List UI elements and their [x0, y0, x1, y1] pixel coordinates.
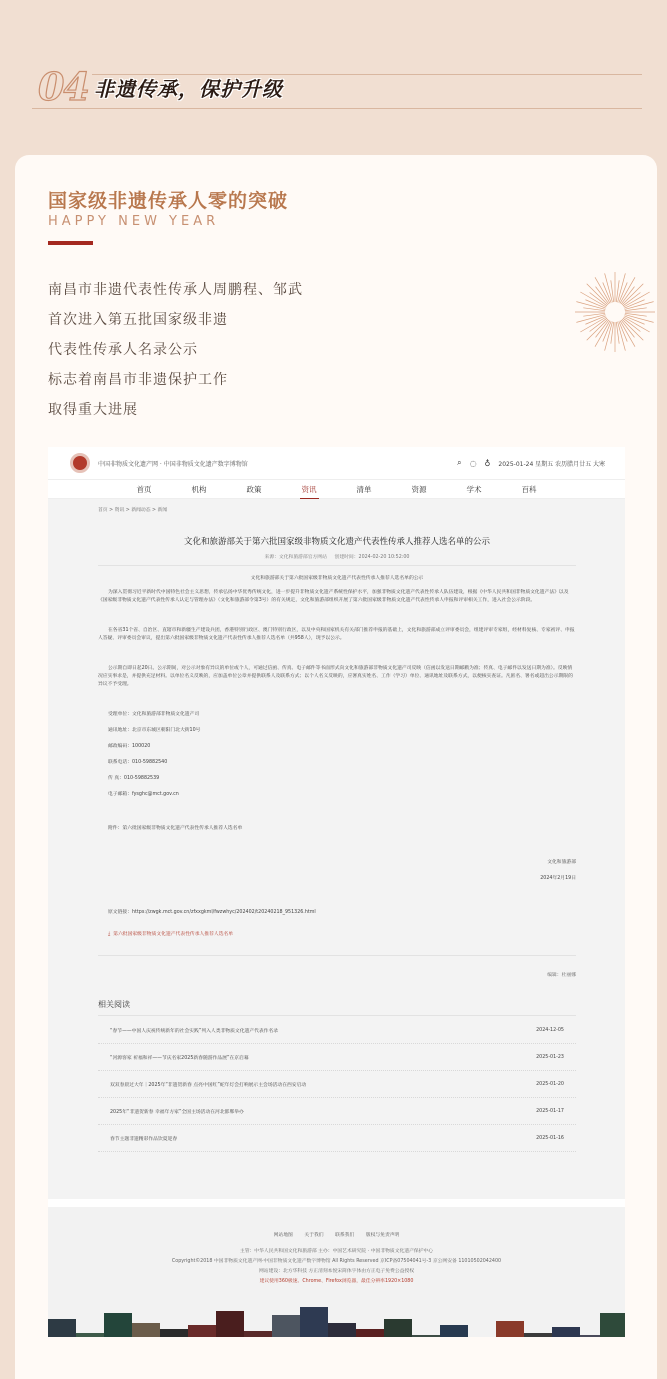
footer-line: 建议使用360极速、Chrome、Firefox浏览器，最佳分辨率1920×1080 — [259, 1279, 414, 1284]
card-subtitle: HAPPY NEW YEAR — [48, 214, 220, 229]
article — [98, 519, 576, 1179]
related-item[interactable] — [98, 1017, 576, 1044]
related-title: 相关阅读 — [98, 1000, 130, 1009]
content-card — [15, 155, 657, 1379]
body-line: 取得重大进展 — [48, 402, 138, 418]
header-tools — [457, 458, 605, 468]
breadcrumb[interactable]: 首页 > 资讯 > 新闻动态 > 新闻 — [98, 508, 168, 513]
article-meta — [98, 553, 576, 560]
related-item-date: 2025-01-17 — [536, 1108, 564, 1114]
nav-item-active[interactable]: 资讯 — [301, 484, 317, 494]
footer-line: 主管：中华人民共和国文化和旅游部 主办：中国艺术研究院 · 中国非物质文化遗产保护中心 — [239, 1249, 434, 1254]
article-paragraph: 为深入贯彻习近平新时代中国特色社会主义思想，传承弘扬中华优秀传统文化，进一步提升非物质文化遗产系统性保护水平，加强非物质文化遗产代表性传承人队伍建设，根据《中华人民共和国非物质文化遗产法》以及《国家级非物质文化遗产代表性传承人认定与管理办法》（文化和旅游部令第3号）的有关规定，文化和旅游部组织开展了第六批国家级非物质文化遗产代表性传承人申报和评审相关工作，进入社会公示阶段。 — [98, 590, 569, 603]
sign-date: 2024年2月19日 — [540, 876, 576, 881]
contact-line: 联系电话：010-59882540 — [108, 760, 168, 765]
site-footer — [48, 1207, 625, 1337]
nav-item[interactable]: 清单 — [356, 484, 372, 494]
chat-icon[interactable]: ◌ — [469, 458, 477, 468]
divider — [98, 565, 576, 566]
article-source: 来源：文化和旅游部官方网站 — [264, 555, 327, 560]
related-item-date: 2025-01-16 — [536, 1135, 564, 1141]
weibo-icon[interactable]: ♁ — [484, 458, 491, 468]
footer-links[interactable]: 网站地图 关于我们 联系我们 版权与免责声明 — [273, 1233, 400, 1238]
body-line: 南昌市非遗代表性传承人周鹏程、邹武 — [48, 282, 303, 298]
related-item[interactable] — [98, 1044, 576, 1071]
nav-item[interactable]: 百科 — [521, 484, 537, 494]
download-link[interactable] — [98, 931, 576, 939]
related-item-title: 春节主题非遗精彩作品饮夏迎春 — [110, 1136, 178, 1142]
card-title: 国家级非遗传承人零的突破 — [48, 190, 289, 212]
search-icon[interactable]: ⌕ — [457, 458, 462, 467]
related-item-title: “春节——中国人庆祝传统新年的社会实践”列入人类非物质文化遗产代表作名录 — [110, 1028, 279, 1034]
original-link[interactable]: 原文链接：https://zwgk.mct.gov.cn/zfxxgkml/fwzwhyc/202402/t20240218_951326.html — [108, 910, 316, 915]
article-area — [48, 499, 625, 1199]
divider — [32, 108, 642, 109]
site-name: 中国非物质文化遗产网 · 中国非物质文化遗产数字博物馆 — [98, 460, 248, 468]
download-link-text: 第六批国家级非物质文化遗产代表性传承人推荐人选名单 — [113, 932, 234, 937]
related-item-date: 2025-01-23 — [536, 1054, 564, 1060]
article-heading: 文化和旅游部关于第六批国家级非物质文化遗产代表性传承人推荐人选名单的公示 — [250, 576, 424, 581]
site-logo[interactable] — [70, 453, 90, 473]
website-screenshot — [48, 447, 625, 1337]
related-item[interactable] — [98, 1125, 576, 1152]
date-text: 2025-01-24 星期五 农历腊月廿五 大寒 — [498, 460, 605, 468]
section-number: 04 — [38, 64, 89, 109]
related-item-title: “河源客家 祈福和祥——节庆名家2025新春随游作品展”在京启幕 — [110, 1055, 249, 1061]
attachment-line: 附件：第六批国家级非物质文化遗产代表性传承人推荐人选名单 — [108, 826, 243, 831]
skyline-decoration — [48, 1305, 625, 1337]
contact-line: 通讯地址：北京市东城区朝阳门北大街10号 — [108, 728, 201, 733]
nav-item[interactable]: 政策 — [246, 484, 262, 494]
section-header — [32, 58, 642, 118]
contact-line: 电子邮箱：fysghc@mct.gov.cn — [108, 792, 179, 797]
main-nav — [48, 479, 625, 499]
footer-line: 网站建设：北方华科技 方正清刻本悦宋简体字体由方正电子免费公益授权 — [258, 1269, 415, 1274]
download-icon: ⤓ — [108, 932, 114, 937]
accent-bar — [48, 241, 93, 245]
contact-line: 传 真：010-59882539 — [108, 776, 160, 781]
related-item-title: 2025年“非遗贺新春 幸福年方家”全国主场活动在河北邯郸举办 — [110, 1109, 244, 1115]
article-title: 文化和旅游部关于第六批国家级非物质文化遗产代表性传承人推荐人选名单的公示 — [183, 537, 490, 547]
article-date: 创建时间：2024-02-20 10:52:00 — [334, 555, 410, 560]
nav-item[interactable]: 学术 — [466, 484, 482, 494]
editor-credit: 编辑：杜丽娜 — [547, 973, 576, 978]
related-list — [98, 1017, 576, 1152]
sign-org: 文化和旅游部 — [547, 860, 576, 865]
nav-item[interactable]: 机构 — [191, 484, 207, 494]
divider — [98, 1015, 576, 1016]
related-item-date: 2025-01-20 — [536, 1081, 564, 1087]
section-title: 非遗传承，保护升级 — [94, 77, 283, 101]
article-paragraph: 公示期自即日起20日。公示期间，对公示对象有异议的单位或个人，可通过信函、传真、电子邮件等书面形式向文化和旅游部非物质文化遗产司反映（信函以发送日期邮戳为准；传真、电子邮件以发送日期为准）。反映情况应实事求是，并提供充足材料。以单位名义反映的，应加盖单位公章并提供联系人及联系方式；以个人名义反映的，应署真实姓名、工作（学习）单位、通讯地址及联系方式，以便核实查证。凡匿名、署名或超出公示期限的异议不予受理。 — [98, 666, 573, 687]
site-header — [48, 447, 625, 479]
contact-line: 邮政编码：100020 — [108, 744, 151, 749]
nav-item[interactable]: 资源 — [411, 484, 427, 494]
related-item-title: 双双春晨过大年｜2025年“非遗贺新春 点亮中国红”蛇年灯会打响展示主会场活动在西安启动 — [110, 1082, 307, 1088]
footer-line: Copyright©2018 中国非物质文化遗产网·中国非物质文化遗产数字博物馆 All Rights Reserved 京ICP备07504041号-3 京公网安备 11010502042400 — [171, 1259, 502, 1264]
body-line: 标志着南昌市非遗保护工作 — [48, 372, 228, 388]
contact-line: 受理单位：文化和旅游部非物质文化遗产司 — [108, 712, 200, 717]
body-text — [48, 275, 303, 425]
related-item[interactable] — [98, 1098, 576, 1125]
nav-item[interactable]: 首页 — [136, 484, 152, 494]
divider — [98, 955, 576, 956]
body-line: 首次进入第五批国家级非遗 — [48, 312, 228, 328]
related-item-date: 2024-12-05 — [536, 1027, 564, 1033]
related-item[interactable] — [98, 1071, 576, 1098]
firework-decoration — [573, 270, 657, 354]
article-paragraph: 在各省31个省、自治区、直辖市和新疆生产建设兵团，香港特别行政区、澳门特别行政区，以及中央和国家机关有关部门推荐申报的基础上，文化和旅游部成立评审委员会，组建评审专家组，经材料复核、专家初评、申报人答疑、评审委员会审议，提出第六批国家级非物质文化遗产代表性传承人推荐人选名单（共958人），现予以公示。 — [98, 628, 575, 641]
body-line: 代表性传承人名录公示 — [48, 342, 198, 358]
